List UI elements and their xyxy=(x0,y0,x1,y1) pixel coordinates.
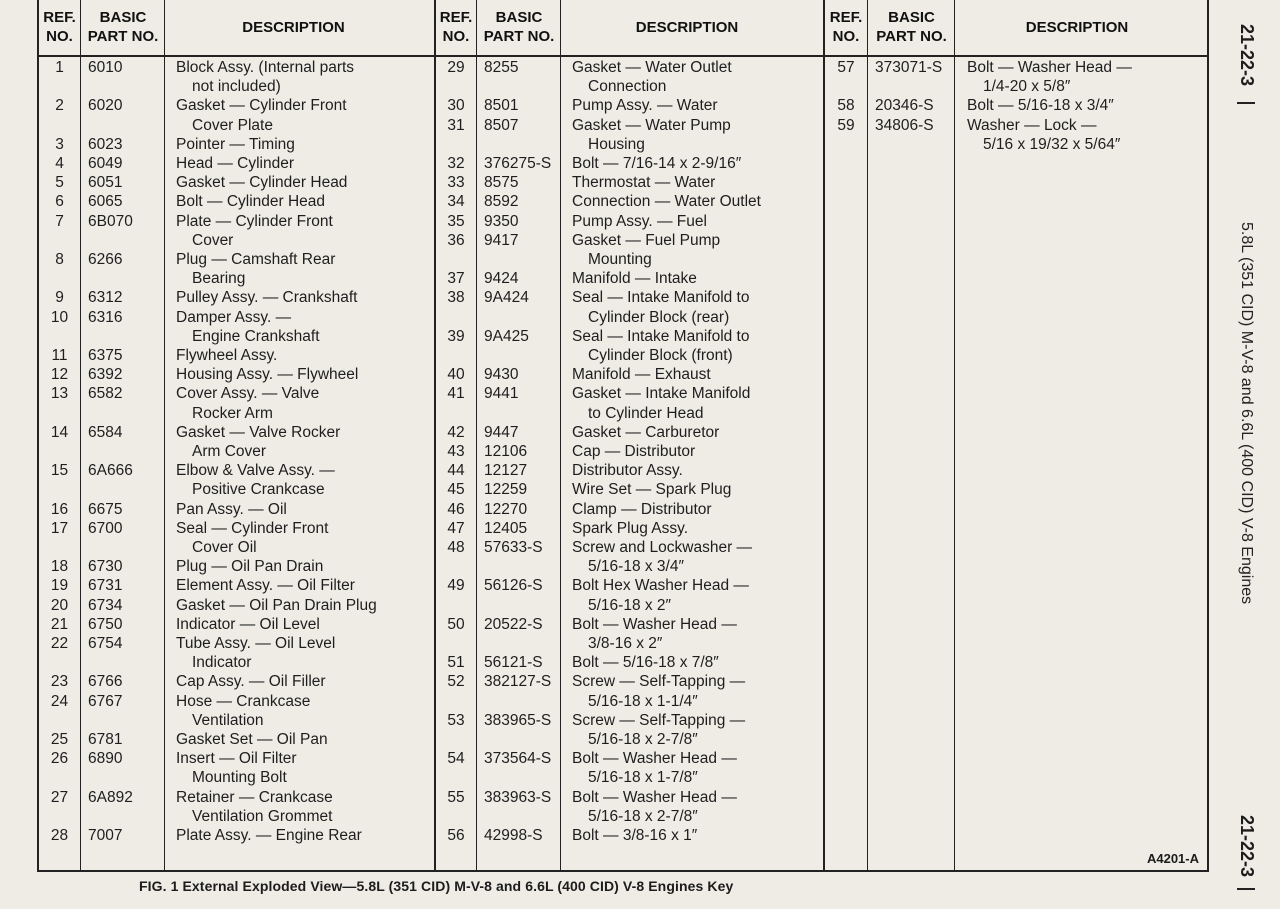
part-description xyxy=(176,615,320,634)
header-rule xyxy=(39,55,1207,57)
part-description xyxy=(176,461,335,499)
description-line: Seal — Cylinder Front xyxy=(176,519,329,537)
part-description xyxy=(176,672,326,691)
description-line: Manifold — Intake xyxy=(572,270,697,288)
description-line: Pointer — Timing xyxy=(176,135,295,153)
part-number: 42998-S xyxy=(484,827,543,844)
col-rule xyxy=(560,0,561,870)
header-basic-part-no: BASIC PART NO. xyxy=(876,9,947,45)
header-basic-part-no: BASIC PART NO. xyxy=(87,9,159,45)
ref-number: 19 xyxy=(50,577,69,595)
ref-number: 56 xyxy=(447,827,465,844)
part-number: 20346-S xyxy=(875,97,934,115)
part-description xyxy=(572,212,707,231)
part-description xyxy=(572,154,741,173)
part-description xyxy=(967,116,1120,154)
part-number: 6023 xyxy=(88,135,123,153)
part-description xyxy=(176,519,328,557)
part-description xyxy=(176,308,320,346)
description-line: Connection xyxy=(588,78,667,96)
ref-number: 40 xyxy=(447,366,465,384)
description-line: Plug — Camshaft Rear xyxy=(176,251,336,268)
header-ref-no: REF. NO. xyxy=(829,9,863,45)
page-number-top: 21-22-3 xyxy=(1237,24,1257,87)
part-description xyxy=(176,730,328,749)
description-line: Plate Assy. — Engine Rear xyxy=(176,827,362,844)
part-number: 6B070 xyxy=(88,212,133,230)
ref-number: 12 xyxy=(50,366,69,384)
ref-number: 59 xyxy=(837,116,855,134)
part-description xyxy=(572,231,720,269)
part-description xyxy=(572,480,731,499)
description-line: Gasket — Carburetor xyxy=(572,423,720,441)
ref-number: 27 xyxy=(50,788,69,806)
ref-number: 20 xyxy=(50,596,69,614)
part-description xyxy=(572,672,745,710)
part-description xyxy=(176,557,323,576)
part-number: 6734 xyxy=(88,596,123,614)
description-line: Gasket — Water Pump xyxy=(572,116,731,134)
description-line: Bolt — Washer Head — xyxy=(572,788,737,806)
description-line: Bearing xyxy=(192,270,246,288)
part-description xyxy=(572,711,745,749)
description-line: Distributor Assy. xyxy=(572,462,683,480)
part-description xyxy=(572,173,715,192)
ref-number: 28 xyxy=(50,827,69,844)
part-description xyxy=(572,327,750,365)
figure-code: A4201-A xyxy=(1146,851,1199,866)
description-line: Cap Assy. — Oil Filler xyxy=(176,673,326,691)
description-line: Bolt — 7/16-14 x 2-9/16″ xyxy=(572,155,742,172)
description-line: Gasket — Valve Rocker xyxy=(176,423,341,441)
description-line: 3/8-16 x 2″ xyxy=(588,635,663,652)
description-line: 5/16 x 19/32 x 5/64″ xyxy=(983,135,1121,153)
part-number: 56121-S xyxy=(484,654,543,672)
ref-number: 53 xyxy=(447,711,465,729)
part-number: 6675 xyxy=(88,500,123,518)
part-description xyxy=(572,461,683,480)
ref-number: 17 xyxy=(50,519,69,537)
ref-number: 34 xyxy=(447,193,465,211)
description-line: not included) xyxy=(192,78,281,96)
ref-number: 11 xyxy=(51,347,68,364)
description-line: Bolt — Washer Head — xyxy=(967,59,1132,76)
figure-caption: FIG. 1 External Exploded View—5.8L (351 CID) M-V-8 and 6.6L (400 CID) V-8 Engines Key xyxy=(139,878,734,894)
part-description xyxy=(572,192,761,211)
description-line: Bolt — Washer Head — xyxy=(572,615,737,633)
description-line: Arm Cover xyxy=(192,443,267,460)
description-line: Ventilation xyxy=(192,711,264,729)
part-description xyxy=(176,692,310,730)
ref-number: 25 xyxy=(50,731,69,748)
part-number: 12259 xyxy=(484,481,528,499)
description-line: Bolt — Washer Head — xyxy=(572,750,737,768)
description-line: Mounting xyxy=(588,251,652,268)
ref-number: 58 xyxy=(837,97,855,115)
part-number: 6051 xyxy=(88,174,123,192)
ref-number: 51 xyxy=(447,654,465,672)
description-line: Pump Assy. — Water xyxy=(572,97,718,115)
ref-number: 52 xyxy=(447,673,465,691)
description-line: Gasket — Oil Pan Drain Plug xyxy=(176,596,377,614)
part-number: 9424 xyxy=(484,270,519,288)
part-number: 8592 xyxy=(484,193,519,211)
part-number: 6065 xyxy=(88,193,123,211)
part-description xyxy=(176,288,357,307)
part-description xyxy=(176,576,355,595)
part-number: 9A425 xyxy=(484,327,529,345)
description-line: Thermostat — Water xyxy=(572,174,716,192)
description-line: 5/16-18 x 2″ xyxy=(588,596,672,614)
part-description xyxy=(176,596,377,615)
part-description xyxy=(572,653,719,672)
description-line: 5/16-18 x 3/4″ xyxy=(588,558,684,576)
part-description xyxy=(176,135,295,154)
part-number: 8255 xyxy=(484,59,519,76)
ref-number: 48 xyxy=(447,539,465,556)
part-number: 383965-S xyxy=(484,711,552,729)
part-description xyxy=(967,96,1114,115)
ref-number: 14 xyxy=(50,423,69,441)
part-number: 6020 xyxy=(88,97,123,115)
part-description xyxy=(176,192,325,211)
description-line: Gasket — Intake Manifold xyxy=(572,385,751,403)
description-line: Pump Assy. — Fuel xyxy=(572,212,707,230)
description-line: 5/16-18 x 1-1/4″ xyxy=(588,692,698,710)
part-description xyxy=(572,116,731,154)
description-line: Engine Crankshaft xyxy=(192,327,320,345)
part-number: 6266 xyxy=(88,251,123,268)
ref-number: 37 xyxy=(447,270,465,288)
description-line: 5/16-18 x 1-7/8″ xyxy=(588,769,698,787)
part-description xyxy=(572,788,737,826)
part-description xyxy=(572,365,711,384)
header-basic-part-no: BASIC PART NO. xyxy=(483,9,555,45)
description-line: Screw — Self-Tapping — xyxy=(572,673,746,691)
ref-number: 1 xyxy=(55,59,64,76)
ref-number: 24 xyxy=(50,692,69,710)
description-line: Housing Assy. — Flywheel xyxy=(176,366,359,384)
description-line: Retainer — Crankcase xyxy=(176,788,333,806)
part-description xyxy=(572,615,737,653)
description-line: Insert — Oil Filter xyxy=(176,750,297,768)
part-description xyxy=(572,269,697,288)
ref-number: 18 xyxy=(50,558,69,576)
ref-number: 46 xyxy=(447,500,465,518)
part-number: 9417 xyxy=(484,231,519,249)
col-rule xyxy=(164,0,165,870)
description-line: Gasket — Water Outlet xyxy=(572,59,732,76)
part-number: 6731 xyxy=(88,577,123,595)
description-line: Positive Crankcase xyxy=(192,481,325,499)
part-number: 12127 xyxy=(484,462,528,480)
description-line: Elbow & Valve Assy. — xyxy=(176,462,335,480)
part-number: 6392 xyxy=(88,366,123,384)
ref-number: 13 xyxy=(50,385,69,403)
ref-number: 35 xyxy=(447,212,465,230)
part-description xyxy=(572,500,712,519)
part-description xyxy=(176,365,358,384)
part-number: 6700 xyxy=(88,519,123,537)
part-number: 12270 xyxy=(484,500,528,518)
part-number: 6A666 xyxy=(88,462,133,480)
description-line: Bolt — 5/16-18 x 3/4″ xyxy=(967,97,1114,115)
ref-number: 29 xyxy=(447,59,465,76)
part-number: 9430 xyxy=(484,366,519,384)
part-number: 12106 xyxy=(484,443,528,460)
description-line: Wire Set — Spark Plug xyxy=(572,481,732,499)
description-line: Gasket — Cylinder Head xyxy=(176,174,348,192)
ref-number: 32 xyxy=(447,155,465,172)
description-line: Spark Plug Assy. xyxy=(572,519,689,537)
side-rule xyxy=(1237,888,1255,890)
part-description xyxy=(176,788,333,826)
part-number: 373071-S xyxy=(875,59,943,76)
part-number: 57633-S xyxy=(484,539,543,556)
part-description xyxy=(572,749,737,787)
part-description xyxy=(176,384,319,422)
part-description xyxy=(176,154,294,173)
header-ref-no: REF. NO. xyxy=(439,9,473,45)
ref-number: 42 xyxy=(447,423,465,441)
description-line: Element Assy. — Oil Filter xyxy=(176,577,355,595)
description-line: Tube Assy. — Oil Level xyxy=(176,635,336,652)
description-line: Gasket — Cylinder Front xyxy=(176,97,347,115)
part-number: 8507 xyxy=(484,116,519,134)
description-line: Block Assy. (Internal parts xyxy=(176,59,355,76)
description-line: Seal — Intake Manifold to xyxy=(572,289,750,307)
part-description xyxy=(176,826,362,845)
ref-number: 33 xyxy=(447,174,465,192)
description-line: Pulley Assy. — Crankshaft xyxy=(176,289,358,307)
part-number: 7007 xyxy=(88,827,123,844)
description-line: Head — Cylinder xyxy=(176,155,295,172)
part-description xyxy=(967,58,1132,96)
part-description xyxy=(572,576,749,614)
part-number: 6312 xyxy=(88,289,123,307)
description-line: Cover Oil xyxy=(192,539,257,556)
part-number: 6010 xyxy=(88,59,123,76)
part-number: 6584 xyxy=(88,423,123,441)
description-line: Connection — Water Outlet xyxy=(572,193,761,211)
part-description xyxy=(572,58,732,96)
description-line: Indicator — Oil Level xyxy=(176,615,320,633)
col-rule xyxy=(80,0,81,870)
part-number: 9A424 xyxy=(484,289,529,307)
description-line: Washer — Lock — xyxy=(967,116,1097,134)
side-margin xyxy=(1215,0,1280,909)
ref-number: 55 xyxy=(447,788,465,806)
part-number: 373564-S xyxy=(484,750,552,768)
header-description: DESCRIPTION xyxy=(635,19,739,36)
ref-number: 10 xyxy=(50,308,69,326)
ref-number: 30 xyxy=(447,97,465,115)
part-description xyxy=(572,96,718,115)
part-number: 8501 xyxy=(484,97,519,115)
ref-number: 41 xyxy=(447,385,465,403)
side-rule xyxy=(1237,102,1255,104)
description-line: Mounting Bolt xyxy=(192,769,287,787)
part-number: 9447 xyxy=(484,423,519,441)
part-description xyxy=(176,250,335,288)
ref-number: 23 xyxy=(50,673,69,691)
part-number: 383963-S xyxy=(484,788,552,806)
description-line: 5/16-18 x 2-7/8″ xyxy=(588,807,698,825)
part-description xyxy=(572,519,688,538)
ref-number: 50 xyxy=(447,615,465,633)
part-number: 8575 xyxy=(484,174,519,192)
part-description xyxy=(572,288,750,326)
ref-number: 5 xyxy=(55,174,64,192)
part-number: 6316 xyxy=(88,308,123,326)
part-number: 20522-S xyxy=(484,615,543,633)
col-rule xyxy=(954,0,955,870)
description-line: Flywheel Assy. xyxy=(176,347,278,364)
part-description xyxy=(572,423,719,442)
part-number: 376275-S xyxy=(484,155,552,172)
description-line: to Cylinder Head xyxy=(588,404,704,422)
part-description xyxy=(176,634,335,672)
description-line: Cylinder Block (front) xyxy=(588,347,733,364)
part-description xyxy=(176,749,297,787)
description-line: Plug — Oil Pan Drain xyxy=(176,558,324,576)
description-line: Gasket Set — Oil Pan xyxy=(176,731,328,748)
part-number: 382127-S xyxy=(484,673,552,691)
description-line: Cover Plate xyxy=(192,116,273,134)
description-line: Ventilation Grommet xyxy=(192,807,333,825)
ref-number: 21 xyxy=(50,615,69,633)
description-line: Rocker Arm xyxy=(192,404,273,422)
part-number: 6767 xyxy=(88,692,123,710)
ref-number: 7 xyxy=(55,212,64,230)
part-description xyxy=(176,212,333,250)
description-line: 1/4-20 x 5/8″ xyxy=(983,78,1071,96)
part-number: 6049 xyxy=(88,155,123,172)
ref-number: 39 xyxy=(447,327,465,345)
part-description xyxy=(572,826,697,845)
part-description xyxy=(572,442,695,461)
part-number: 6A892 xyxy=(88,788,133,806)
ref-number: 44 xyxy=(447,462,465,480)
header-description: DESCRIPTION xyxy=(242,19,345,36)
description-line: Bolt — 3/8-16 x 1″ xyxy=(572,827,698,844)
part-description xyxy=(176,173,347,192)
col-rule xyxy=(476,0,477,870)
ref-number: 43 xyxy=(447,443,465,460)
ref-number: 45 xyxy=(447,481,465,499)
part-number: 6582 xyxy=(88,385,123,403)
description-line: Clamp — Distributor xyxy=(572,500,712,518)
ref-number: 6 xyxy=(55,193,64,211)
part-description xyxy=(572,384,750,422)
part-description xyxy=(176,500,287,519)
part-number: 6750 xyxy=(88,615,123,633)
col-rule xyxy=(867,0,868,870)
description-line: Housing xyxy=(588,135,645,153)
page-number-bottom: 21-22-3 xyxy=(1237,815,1257,878)
part-description xyxy=(176,58,354,96)
ref-number: 36 xyxy=(447,231,465,249)
part-number: 9350 xyxy=(484,212,519,230)
ref-number: 49 xyxy=(447,577,465,595)
description-line: Plate — Cylinder Front xyxy=(176,212,333,230)
ref-number: 26 xyxy=(50,750,69,768)
ref-number: 8 xyxy=(55,251,64,268)
part-description xyxy=(176,346,277,365)
part-number: 6375 xyxy=(88,347,123,364)
part-description xyxy=(176,96,347,134)
ref-number: 38 xyxy=(447,289,465,307)
header-description: DESCRIPTION xyxy=(1025,19,1129,36)
ref-number: 54 xyxy=(447,750,465,768)
description-line: Bolt Hex Washer Head — xyxy=(572,577,749,595)
description-line: Cover Assy. — Valve xyxy=(176,385,320,403)
description-line: Screw — Self-Tapping — xyxy=(572,711,746,729)
part-number: 12405 xyxy=(484,519,528,537)
description-line: Screw and Lockwasher — xyxy=(572,539,753,556)
part-number: 6781 xyxy=(88,731,123,748)
ref-number: 31 xyxy=(447,116,465,134)
part-number: 34806-S xyxy=(875,116,934,134)
description-line: Bolt — Cylinder Head xyxy=(176,193,326,211)
description-line: 5/16-18 x 2-7/8″ xyxy=(588,731,698,748)
ref-number: 47 xyxy=(447,519,465,537)
part-number: 6730 xyxy=(88,558,123,576)
part-description xyxy=(176,423,340,461)
description-line: Indicator xyxy=(192,654,252,672)
part-number: 6754 xyxy=(88,635,123,652)
header-ref-no: REF. NO. xyxy=(43,9,76,45)
description-line: Cover xyxy=(192,231,234,249)
description-line: Cap — Distributor xyxy=(572,443,696,460)
running-title: 5.8L (351 CID) M-V-8 and 6.6L (400 CID) V-8 Engines xyxy=(1238,222,1255,605)
description-line: Cylinder Block (rear) xyxy=(588,308,730,326)
description-line: Manifold — Exhaust xyxy=(572,366,711,384)
description-line: Bolt — 5/16-18 x 7/8″ xyxy=(572,654,719,672)
description-line: Seal — Intake Manifold to xyxy=(572,327,750,345)
part-number: 6766 xyxy=(88,673,123,691)
ref-number: 9 xyxy=(55,289,64,307)
parts-table xyxy=(37,0,1209,872)
ref-number: 3 xyxy=(55,135,64,153)
part-number: 56126-S xyxy=(484,577,543,595)
description-line: Hose — Crankcase xyxy=(176,692,311,710)
description-line: Damper Assy. — xyxy=(176,308,292,326)
ref-number: 4 xyxy=(55,155,64,172)
description-line: Pan Assy. — Oil xyxy=(176,500,287,518)
ref-number: 22 xyxy=(50,635,69,652)
ref-number: 2 xyxy=(55,97,64,115)
part-number: 9441 xyxy=(484,385,519,403)
ref-number: 57 xyxy=(837,59,855,76)
description-line: Gasket — Fuel Pump xyxy=(572,231,721,249)
ref-number: 16 xyxy=(50,500,69,518)
part-number: 6890 xyxy=(88,750,123,768)
ref-number: 15 xyxy=(50,462,69,480)
part-description xyxy=(572,538,752,576)
